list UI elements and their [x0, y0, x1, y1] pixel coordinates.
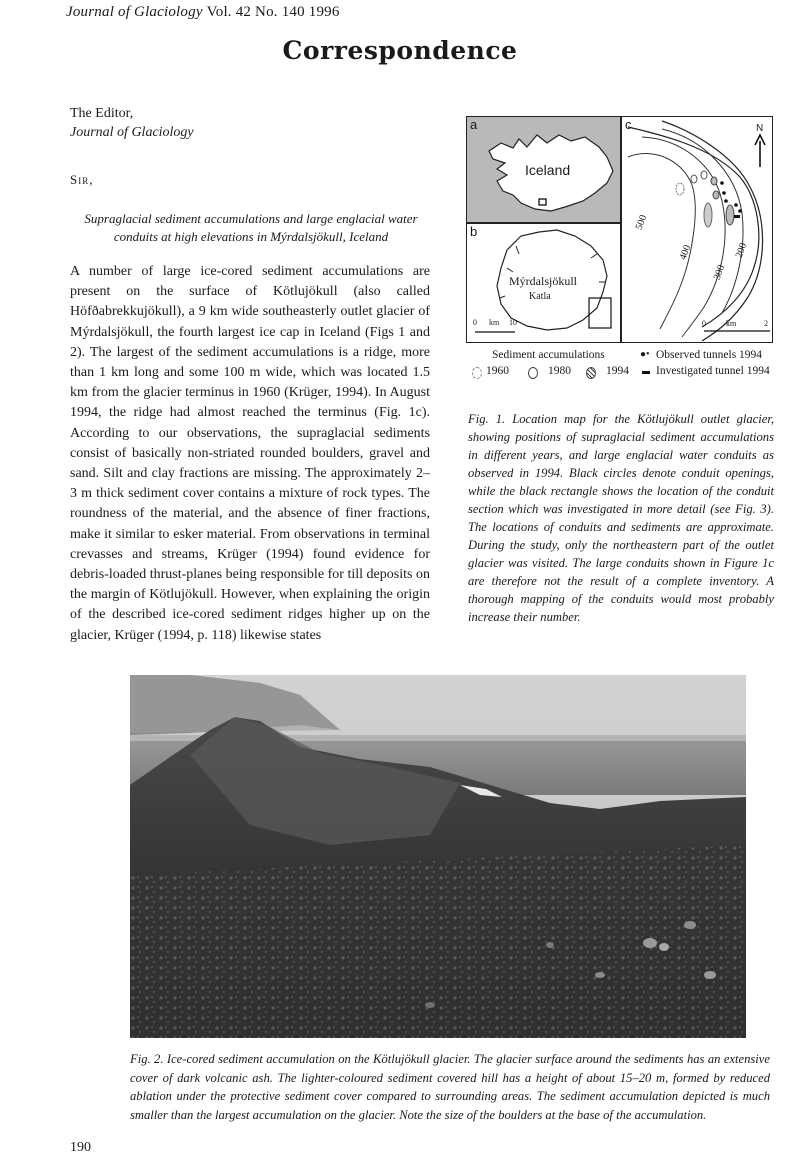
figure-2-caption: Fig. 2. Ice-cored sediment accumulation on the Kötlujökull glacier. The glacier surface around the sediments has an extensive cover of dark volcanic ash. The lighter-coloured sediment covered hill has a height of about 15–20 m, formed by reduced ablation under the protective sediment cover compared to surrounding areas. The sediment accumulation depicted is much smaller than the largest accumulation on the glacier. Note the size of the boulders at the base of the accumulation.: [130, 1052, 770, 1122]
running-header: [66, 4, 340, 21]
iceland-label: Iceland: [525, 162, 571, 178]
volume-info: Vol. 42 No. 140 1996: [206, 4, 340, 20]
addressee: [70, 104, 194, 142]
legend-1960: 1960: [486, 365, 509, 377]
panel-a-label: a: [470, 117, 478, 132]
journal-name: Journal of Glaciology: [66, 4, 203, 20]
scale-b-unit: km: [489, 318, 500, 327]
legend-1994-icon: [586, 367, 596, 379]
conduit-opening: [720, 181, 724, 185]
kotlujokull-contour-map: [622, 117, 773, 343]
scale-b-ten: 10: [509, 318, 517, 327]
scale-c-unit: km: [726, 319, 737, 328]
figure-1-map: [466, 116, 773, 380]
contour-200: 200: [733, 241, 750, 260]
sediment-1980: [691, 175, 697, 183]
panel-b-label: b: [470, 224, 478, 239]
legend-1980: 1980: [548, 365, 571, 377]
north-label: N: [756, 123, 764, 134]
letter-subtitle: Supraglacial sediment accumulations and large englacial water conduits at high elevations in Mýrdalsjökull, Iceland: [84, 211, 418, 244]
scale-c-zero: 0: [702, 319, 706, 328]
body-paragraph: A number of large ice-cored sediment accumulations are present on the surface of Kötlujökull (also called Höfðabrekkujökull), a 9 km wide southeasterly outlet glacier of Mýrdalsjökull, the fourth largest ice cap in Iceland (Figs 1 and 2). The largest of the sediment accumulations is a ridge, more than 1 km long and some 100 m wide, which was located 1.5 km from the glacier terminus in 1960 (Krüger, 1994). In August 1994, the ridge had almost reached the terminus (Fig. 1c). According to our observations, the supraglacial sediments consist of basically non-striated rounded boulders, gravel and sand. Silt and clay fractions are missing. The approximately 2–3 m thick sediment cover contains a mixture of rock types. The roundness of the material, and the absence of finer fractions, make it similar to esker material. From observations in terminal crevasses and streams, Krüger (1994) found evidence for debris-loaded thrust-planes being responsible for till deposits on the margin of Kötlujökull. However, when explaining the origin of the described ice-cored sediment ridges higher up on the glacier, Krüger (1994, p. 118) likewise states: [70, 264, 430, 643]
legend-rect-icon: [642, 371, 650, 374]
legend-observed: Observed tunnels 1994: [656, 349, 763, 361]
scale-c-two: 2: [764, 319, 768, 328]
legend-1980-icon: [528, 367, 538, 379]
salutation: Sir,: [70, 172, 94, 187]
legend-investigated: Investigated tunnel 1994: [656, 365, 770, 377]
contour-400: 400: [677, 243, 694, 262]
page-title: Correspondence: [282, 36, 518, 65]
addressee-line1: The Editor,: [70, 106, 134, 121]
map-panel-b: [466, 223, 621, 343]
scale-b-zero: 0: [473, 318, 477, 327]
contour-300: 300: [711, 263, 728, 282]
myrdals-label: Mýrdalsjökull: [509, 274, 577, 288]
page-number: 190: [70, 1140, 91, 1155]
contour-500: 500: [633, 213, 650, 232]
sediment-1994: [711, 177, 717, 185]
legend-dots-icon: ●•: [640, 349, 650, 360]
map-panel-a: [466, 116, 621, 223]
legend-1994: 1994: [606, 365, 629, 377]
legend-1960-icon: [472, 367, 482, 379]
figure-2-photo: [130, 675, 746, 1038]
figure-1-caption: Fig. 1. Location map for the Kötlujökull outlet glacier, showing positions of supraglacial sediment accumulations in different years, and large englacial water conduits as observed in 1994. Black circles denote conduit openings, while the black rectangle shows the location of the conduit section which was investigated in more detail (see Fig. 3). The locations of conduits and sediments are approximate. During the study, only the northeastern part of the outlet glacier was visited. The large conduits shown in Figure 1c are therefore not the result of a complete inventory. A thorough mapping of the conduits would most probably increase their number.: [468, 412, 774, 624]
map-panel-c: [621, 116, 773, 343]
investigated-tunnel: [734, 215, 740, 218]
legend-sediment-title: Sediment accumulations: [492, 349, 605, 361]
katla-label: Katla: [529, 291, 551, 302]
addressee-line2: Journal of Glaciology: [70, 125, 194, 140]
map-legend: [466, 345, 773, 381]
panel-c-label: c: [625, 117, 632, 132]
sediment-1960: [676, 183, 684, 195]
sediment-accumulation-photo: [130, 675, 746, 1038]
